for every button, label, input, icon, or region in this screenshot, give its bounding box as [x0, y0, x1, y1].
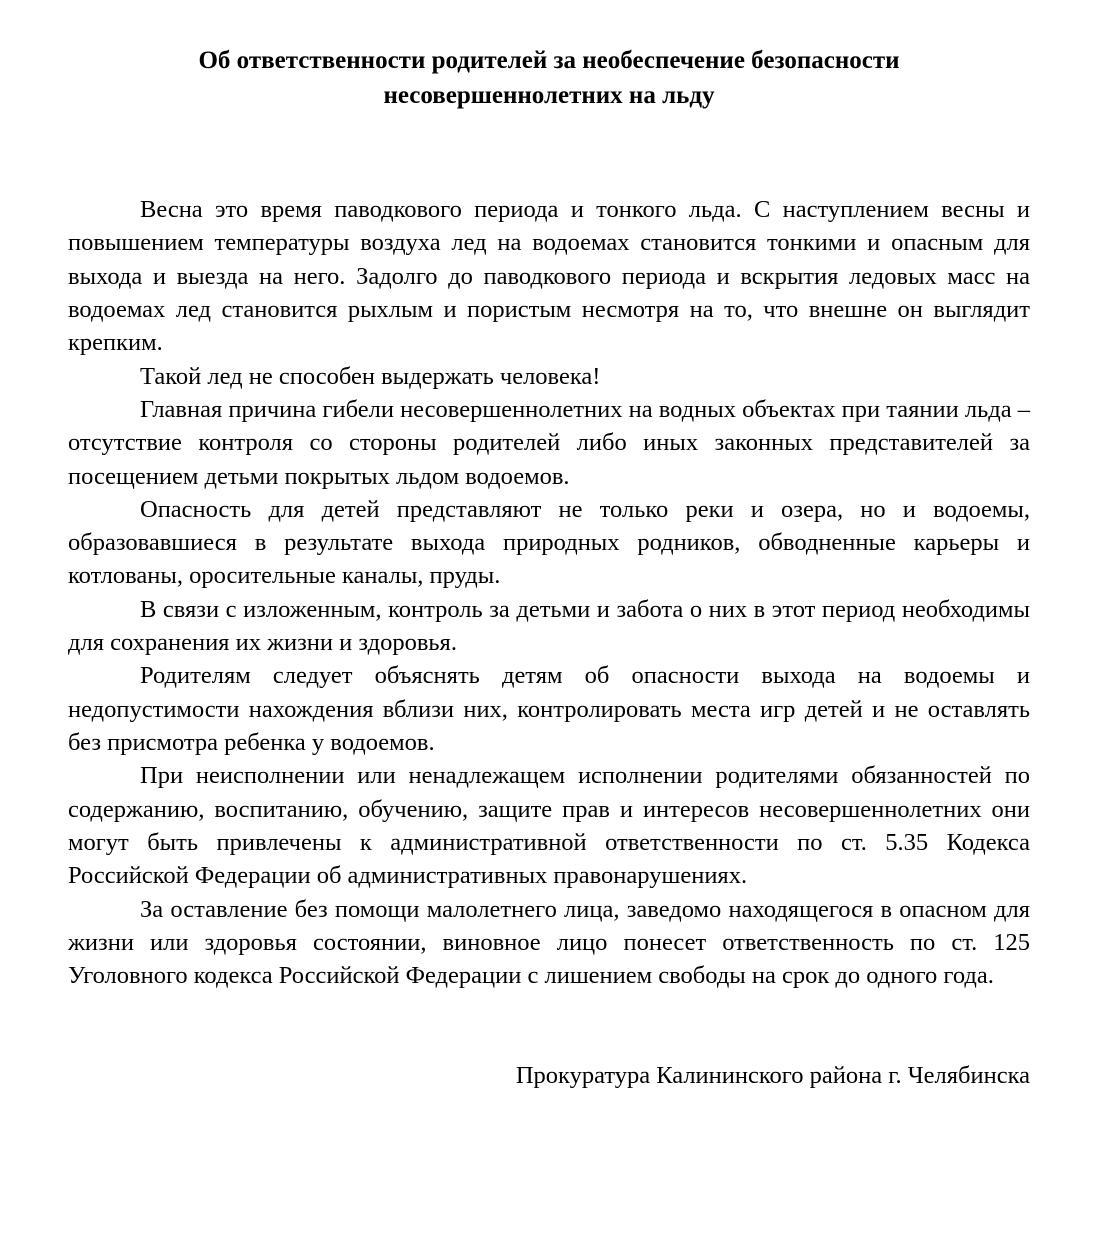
paragraph-control-need: В связи с изложенным, контроль за детьми и забота о них в этот период необходимы для сохранения их жизни и здоровья.	[68, 595, 1030, 657]
paragraph-administrative-liability: При неисполнении или ненадлежащем исполнении родителями обязанностей по содержанию, воспитанию, обучению, защите прав и интересов несовершеннолетних они могут быть привлечены к административной ответственности по ст. 5.35 Кодекса Российской Федерации об административных правонарушениях.	[68, 762, 1030, 890]
paragraph-intro: Весна это время паводкового периода и тонкого льда. С наступлением весны и повышением температуры воздуха лед на водоемах становится тонкими и опасным для выхода и выезда на него. Задолго до паводкового периода и вскрытия ледовых масс на водоемах лед становится рыхлым и пористым несмотря на то, что внешне он выглядит крепким.	[68, 196, 1030, 357]
paragraph-danger-sources: Опасность для детей представляют не только реки и озера, но и водоемы, образовавшиеся в результате выхода природных родников, обводненные карьеры и котлованы, оросительные каналы, пруды.	[68, 495, 1030, 590]
paragraph-criminal-liability: За оставление без помощи малолетнего лица, заведомо находящегося в опасном для жизни или здоровья состоянии, виновное лицо понесет ответственность по ст. 125 Уголовного кодекса Российской Федерации с лишением свободы на срок до одного года.	[68, 895, 1030, 990]
paragraph-main-cause: Главная причина гибели несовершеннолетних на водных объектах при таянии льда – отсутствие контроля со стороны родителей либо иных законных представителей за посещением детьми покрытых льдом водоемов.	[68, 395, 1030, 490]
document-body	[68, 193, 1030, 993]
signature-line: Прокуратура Калининского района г. Челябинска	[515, 1061, 1030, 1089]
document-title: Об ответственности родителей за необеспечение безопасности несовершеннолетних на льду	[198, 47, 900, 109]
paragraph-warning: Такой лед не способен выдержать человека!	[140, 362, 601, 390]
paragraph-parent-advice: Родителям следует объяснять детям об опасности выхода на водоемы и недопустимости нахождения вблизи них, контролировать места игр детей и не оставлять без присмотра ребенка у водоемов.	[68, 662, 1030, 756]
